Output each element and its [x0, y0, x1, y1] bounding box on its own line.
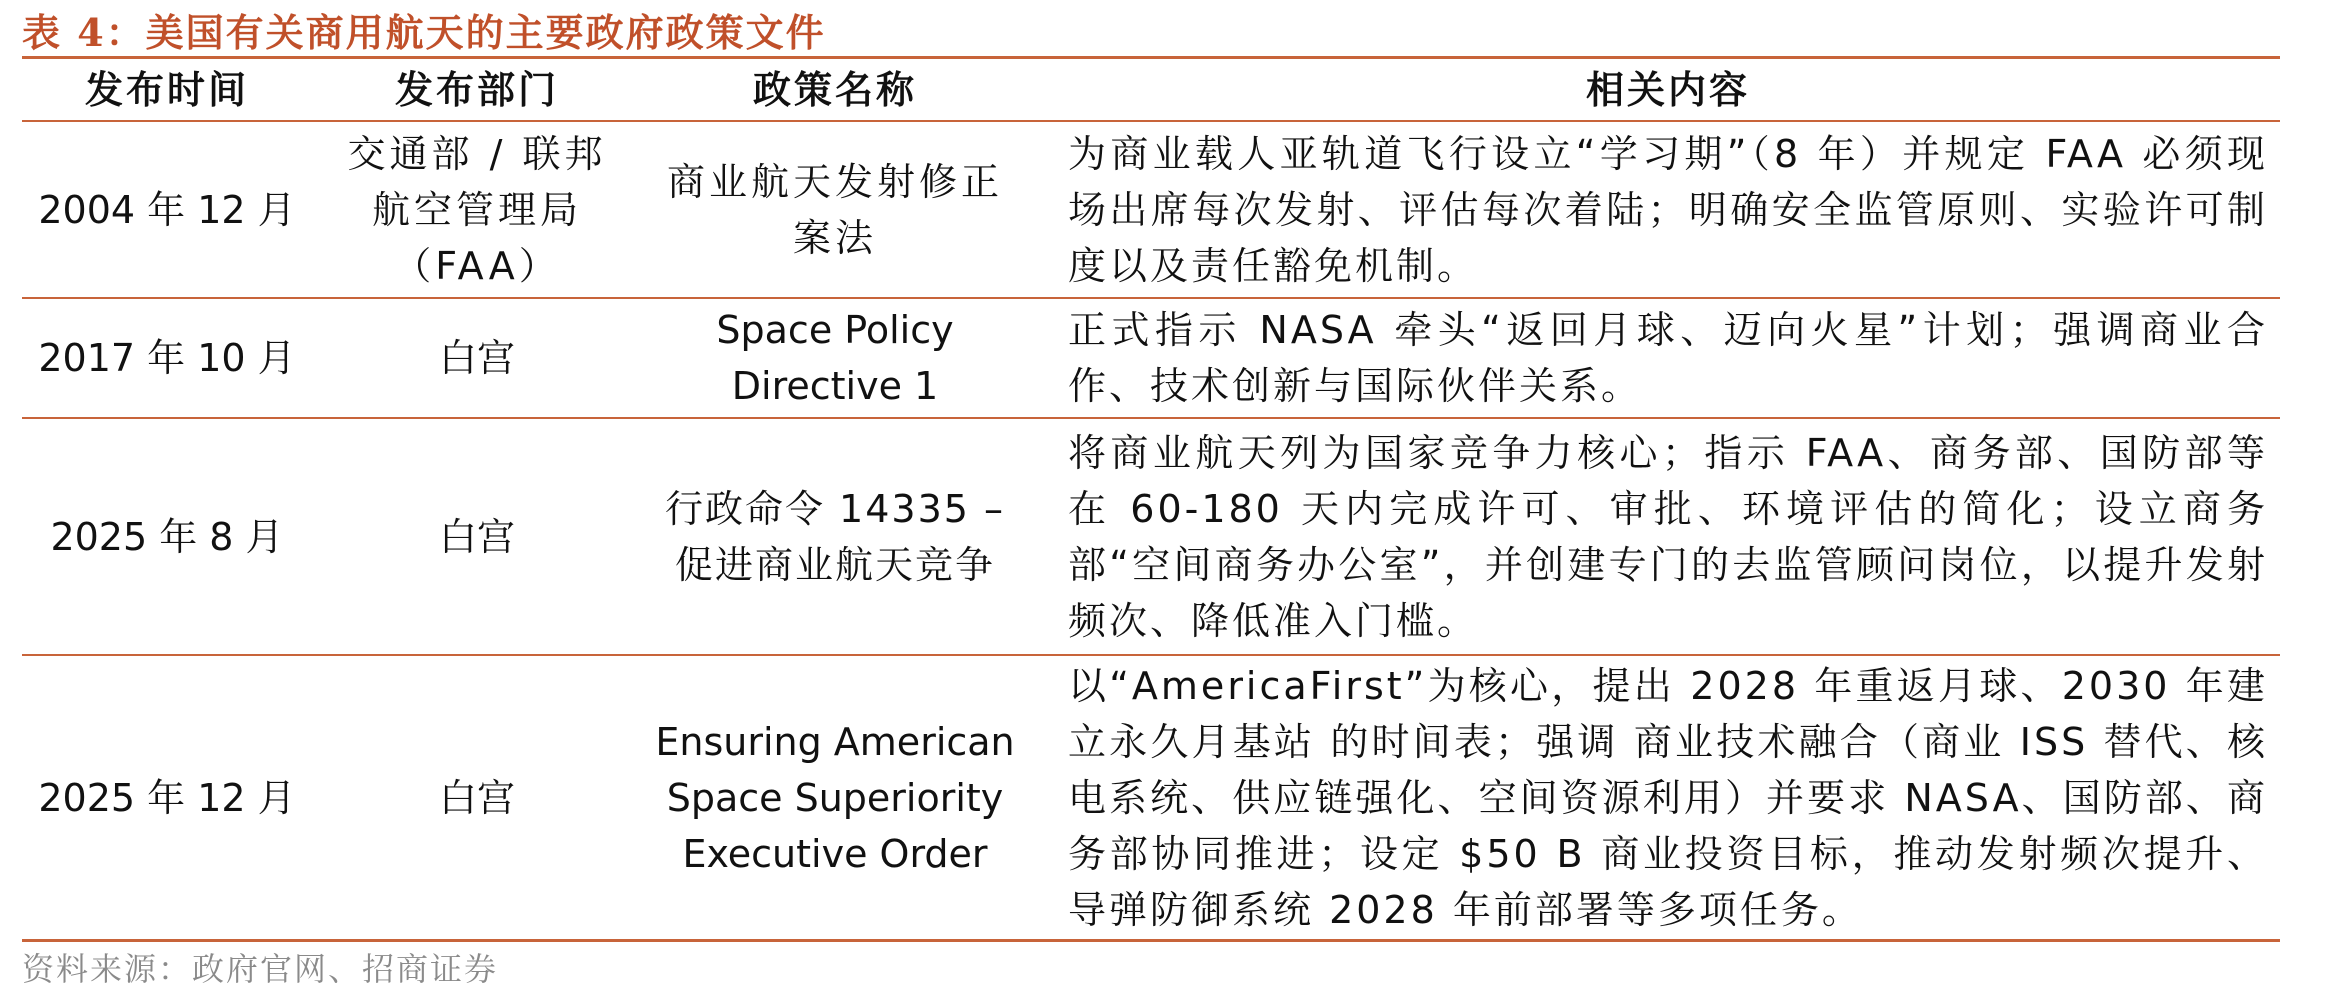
header-date: 发布时间	[84, 67, 249, 112]
header-content: 相关内容	[1585, 67, 1750, 112]
row-4-policy-text: Ensuring American Space Superiority Executive Order	[655, 719, 1015, 876]
row-3-date	[22, 419, 312, 654]
row-4-policy	[640, 656, 1030, 939]
row-1-date	[22, 122, 312, 297]
source-note: 资料来源：政府官网、招商证券	[22, 950, 499, 988]
row-3-department-text: 白宫	[438, 514, 515, 559]
row-1-department	[322, 122, 632, 297]
row-3-policy-text: 行政命令 14335 – 促进商业航天竞争	[664, 486, 1006, 587]
row-4-content-text: 以“AmericaFirst”为核心，提出 2028 年重返月球、2030 年建立永久月基站 的时间表；强调 商业技术融合（商业 ISS 替代、核电系统、供应链强化、空间资源利用）并要求 NASA、国防部、商务部协同推进；设定 $50 B 商业投资目标，推动发射频次提升、导弹防御系统 2028 年前部署等多项任务。	[1068, 663, 2268, 932]
row-3-content	[1068, 419, 2268, 654]
row-2-date-text: 2017 年 10 月	[38, 336, 296, 380]
row-2-department	[322, 299, 632, 417]
row-4-content	[1068, 656, 2268, 939]
row-4-date	[22, 656, 312, 939]
row-2-content	[1068, 299, 2268, 417]
row-1-content-text: 为商业载人亚轨道飞行设立“学习期”（8 年）并规定 FAA 必须现场出席每次发射、评估每次着陆；明确安全监管原则、实验许可制度以及责任豁免机制。	[1068, 131, 2268, 288]
row-1-policy	[640, 122, 1030, 297]
table-title: 表 4：美国有关商用航天的主要政府政策文件	[22, 10, 826, 55]
row-2-policy-text: Space Policy Directive 1	[716, 308, 954, 408]
row-1-policy-text: 商业航天发射修正案法	[666, 159, 1003, 260]
row-2-content-text: 正式指示 NASA 牵头“返回月球、迈向火星”计划；强调商业合作、技术创新与国际伙伴关系。	[1068, 308, 2268, 408]
row-2-policy	[640, 299, 1030, 417]
row-1-date-text: 2004 年 12 月	[38, 187, 296, 232]
row-4-department-text: 白宫	[438, 775, 515, 820]
table-bottom-rule	[22, 939, 2280, 942]
header-department: 发布部门	[394, 67, 559, 112]
row-4-department	[322, 656, 632, 939]
row-4-date-text: 2025 年 12 月	[38, 775, 296, 820]
header-policy: 政策名称	[752, 67, 917, 112]
row-1-department-text: 交通部 / 联邦航空管理局（FAA）	[347, 131, 607, 288]
row-1-content	[1068, 122, 2268, 297]
row-3-department	[322, 419, 632, 654]
row-3-content-text: 将商业航天列为国家竞争力核心；指示 FAA、商务部、国防部等在 60-180 天内完成许可、审批、环境评估的简化；设立商务部“空间商务办公室”，并创建专门的去监管顾问岗位，以提升发射频次、降低准入门槛。	[1068, 430, 2268, 643]
row-3-policy	[640, 419, 1030, 654]
row-2-date	[22, 299, 312, 417]
row-2-department-text: 白宫	[438, 336, 515, 380]
row-3-date-text: 2025 年 8 月	[50, 514, 284, 559]
